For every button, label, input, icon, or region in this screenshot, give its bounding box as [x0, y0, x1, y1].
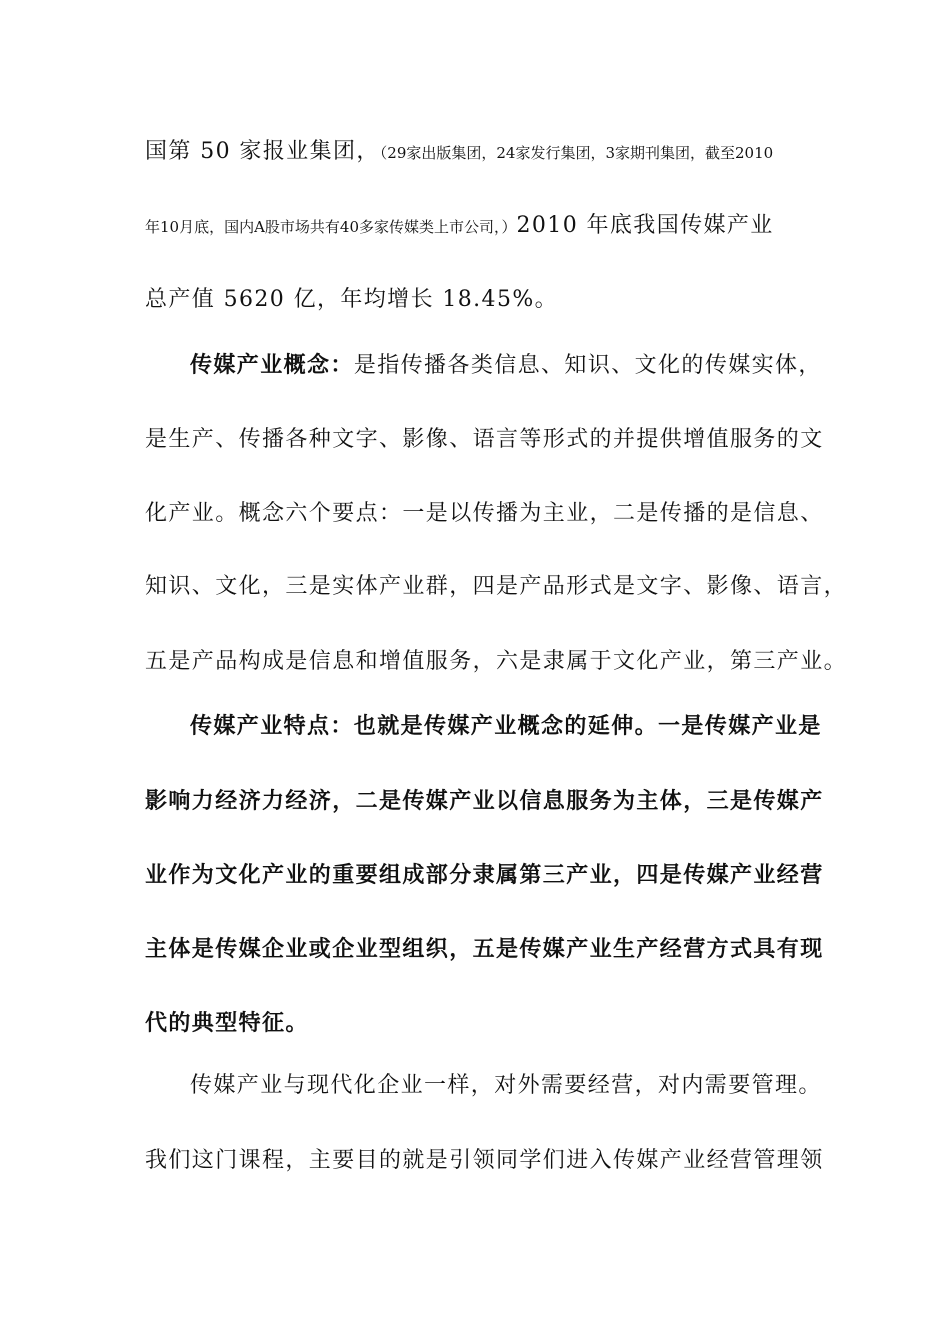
paragraph-2-line-2: 是生产、传播各种文字、影像、语言等形式的并提供增值服务的文 [145, 427, 824, 452]
paragraph-1-line-2 [145, 206, 825, 246]
paragraph-3-line-1: 传媒产业特点：也就是传媒产业概念的延伸。一是传媒产业是 [190, 713, 822, 739]
paragraph-2-line-5: 五是产品构成是信息和增值服务，六是隶属于文化产业，第三产业。 [145, 649, 848, 674]
paragraph-3-line-5: 代的典型特征。 [145, 1010, 309, 1036]
paragraph-2-line-3: 化产业。概念六个要点：一是以传播为主业，二是传播的是信息、 [145, 501, 824, 526]
section-heading: 传媒产业概念： [190, 352, 354, 378]
paragraph-3-line-4: 主体是传媒企业或企业型组织，五是传媒产业生产经营方式具有现 [145, 936, 824, 962]
text-segment: 国第 50 家报业集团， [145, 139, 380, 164]
paragraph-2-line-4: 知识、文化，三是实体产业群，四是产品形式是文字、影像、语言， [145, 574, 848, 599]
paragraph-4-line-2: 我们这门课程，主要目的就是引领同学们进入传媒产业经营管理领 [145, 1148, 824, 1173]
paragraph-1-line-1 [145, 132, 825, 172]
paragraph-4-line-1: 传媒产业与现代化企业一样，对外需要经营，对内需要管理。 [190, 1073, 822, 1098]
paragraph-3-line-3: 业作为文化产业的重要组成部分隶属第三产业，四是传媒产业经营 [145, 862, 824, 888]
text-segment-small: （29家出版集团，24家发行集团，3家期刊集团，截至2010 [379, 144, 774, 162]
text-segment: 2010 年底我国传媒产业 [516, 213, 774, 238]
paragraph-1-line-3: 总产值 5620 亿，年均增长 18.45%。 [145, 287, 559, 312]
text-segment-small: 年10月底，国内A股市场共有40多家传媒类上市公司，） [145, 218, 517, 236]
text-segment: 是指传播各类信息、知识、文化的传媒实体， [353, 353, 822, 378]
paragraph-2-line-1 [190, 345, 825, 385]
paragraph-3-line-2: 影响力经济力经济，二是传媒产业以信息服务为主体，三是传媒产 [145, 788, 824, 814]
